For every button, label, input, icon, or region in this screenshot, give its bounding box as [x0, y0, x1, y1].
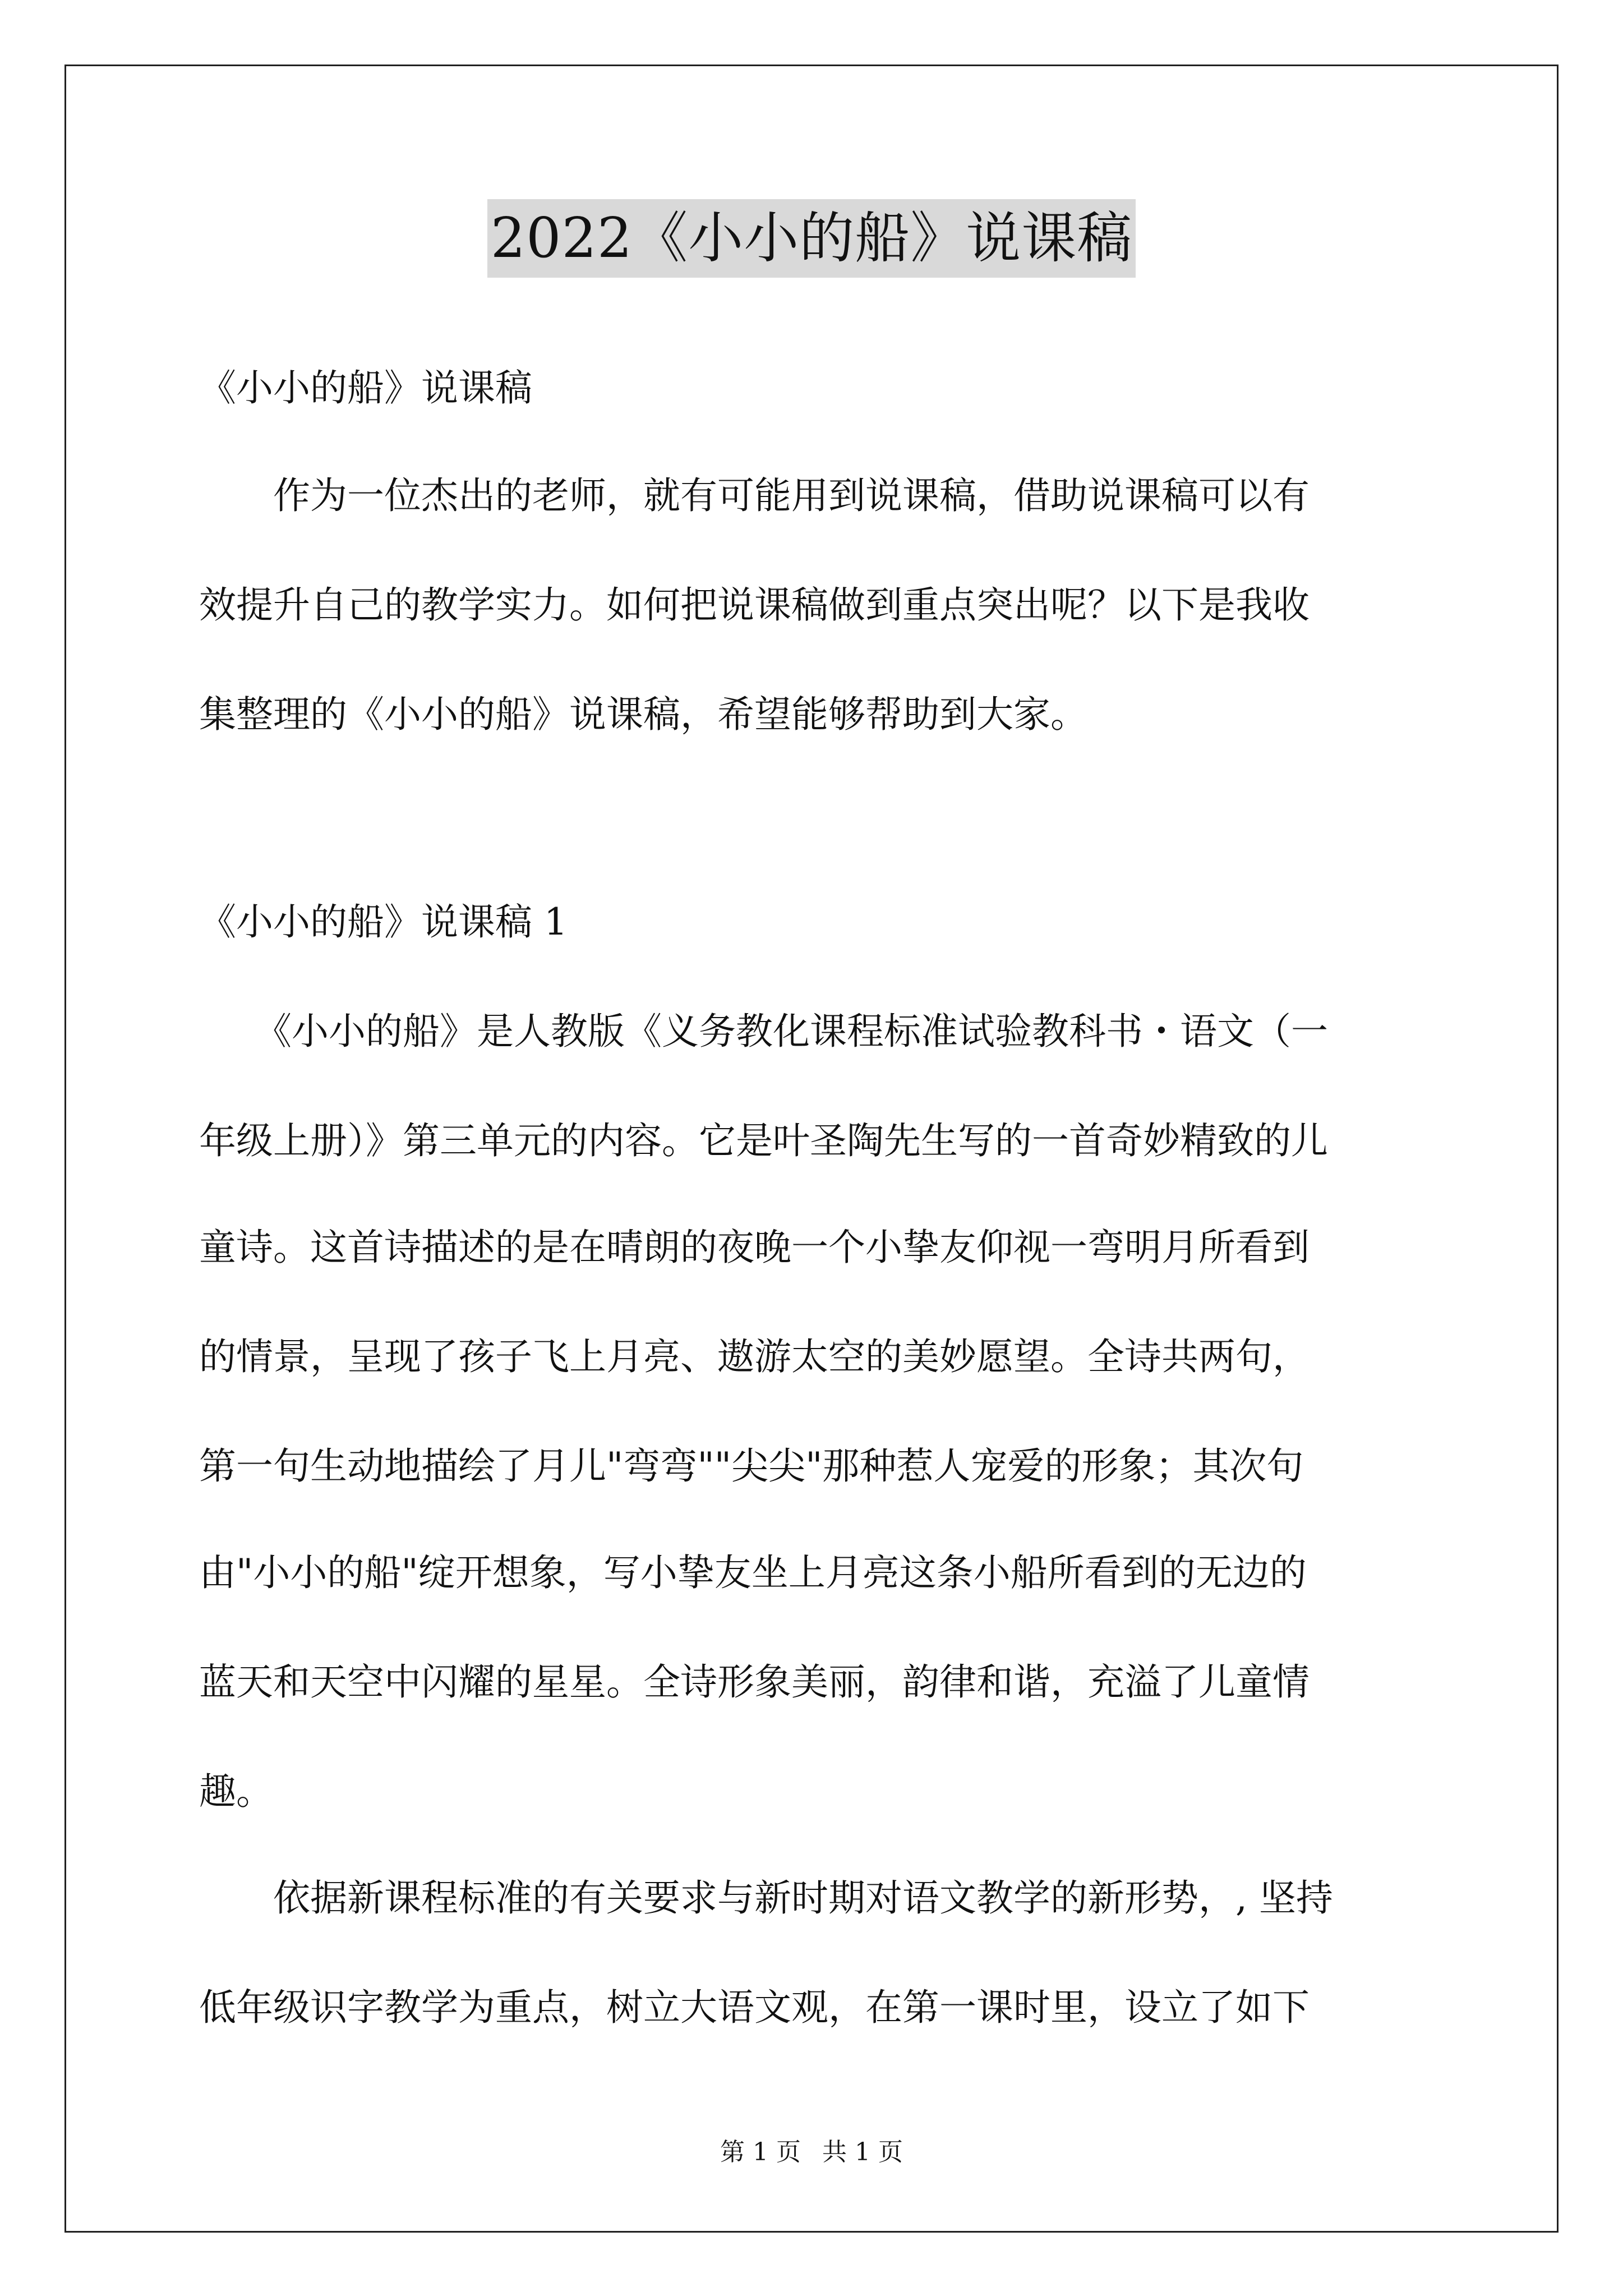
paragraph-line: 年级上册）》第三单元的内容。它是叶圣陶先生写的一首奇妙精致的儿 [199, 1119, 1328, 1162]
paragraph-line: 由"小小的船"绽开想象，写小挚友坐上月亮这条小船所看到的无边的 [199, 1551, 1307, 1594]
paragraph-line: 趣。 [199, 1770, 273, 1813]
paragraph-line: 依据新课程标准的有关要求与新时期对语文教学的新形势，, 坚持 [199, 1876, 1333, 1920]
page-total: 共 1 页 [822, 2138, 903, 2166]
paragraph-line: 童诗。这首诗描述的是在晴朗的夜晚一个小挚友仰视一弯明月所看到 [199, 1226, 1310, 1269]
paragraph-line: 《小小的船》是人教版《义务教化课程标准试验教科书・语文（一 [199, 1010, 1328, 1053]
paragraph-line: 第一句生动地描绘了月儿"弯弯""尖尖"那种惹人宠爱的形象；其次句 [199, 1444, 1304, 1488]
section-heading: 《小小的船》说课稿 1 [199, 900, 568, 944]
title-block [0, 199, 1623, 278]
page-number: 第 1 页 [720, 2138, 801, 2166]
paragraph-line: 低年级识字教学为重点，树立大语文观，在第一课时里，设立了如下 [199, 1986, 1310, 2029]
intro-line: 集整理的《小小的船》说课稿，希望能够帮助到大家。 [199, 693, 1087, 736]
page-footer [0, 2132, 1623, 2168]
intro-line: 效提升自己的教学实力。如何把说课稿做到重点突出呢？以下是我收 [199, 583, 1310, 627]
document-title: 2022《小小的船》说课稿 [487, 199, 1136, 278]
document-subtitle: 《小小的船》说课稿 [199, 366, 532, 409]
paragraph-line: 蓝天和天空中闪耀的星星。全诗形象美丽，韵律和谐，充溢了儿童情 [199, 1660, 1310, 1704]
intro-line: 作为一位杰出的老师，就有可能用到说课稿，借助说课稿可以有 [199, 474, 1310, 517]
paragraph-line: 的情景，呈现了孩子飞上月亮、遨游太空的美妙愿望。全诗共两句， [199, 1335, 1310, 1378]
